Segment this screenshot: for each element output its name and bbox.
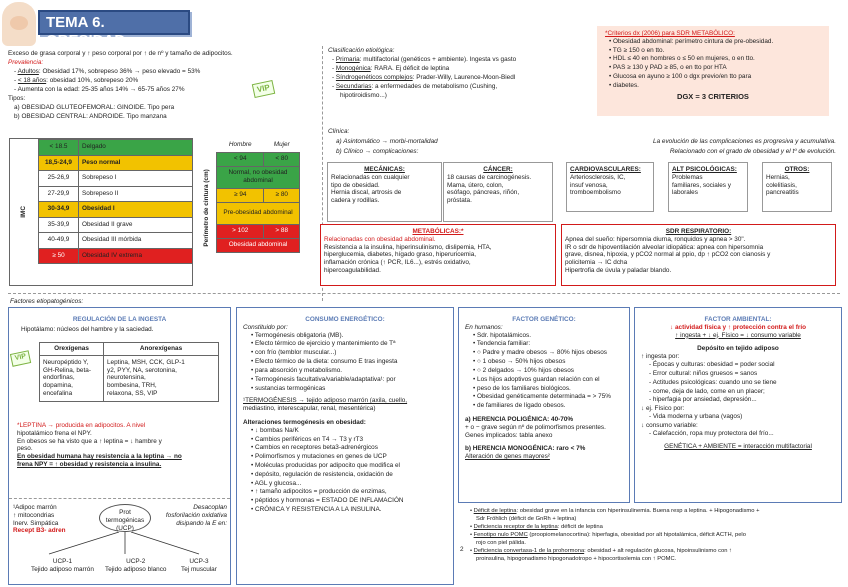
list-item: • sustancias termogénicas (251, 384, 326, 392)
imc-label: Delgado (79, 140, 193, 156)
metabolicas-sub: Relacionadas con obesidad abdominal. (324, 235, 436, 243)
ingesta-hipotalamo: Hipotálamo: núcleos del hambre y la saciedad. (21, 325, 154, 333)
list-item: • HDL ≤ 40 en hombres o ≤ 50 en mujeres, o en tto. (609, 55, 755, 63)
mecanicas-line: Hernia discal, artrosis de (331, 189, 402, 197)
cancer-line: 18 causas de carcinogénesis. (447, 173, 532, 181)
metabolicas-line: hipercoagulabilidad. (324, 267, 381, 275)
list-item: • Obesidad genéticamente determinada = > 75% (473, 393, 611, 401)
list-item: • ○ 1 obeso → 50% hijos obesos (473, 358, 566, 366)
ambiental-title: FACTOR AMBIENTAL: (704, 316, 772, 323)
list-item: • Tendencia familiar: (473, 340, 531, 348)
list-item: • CRÓNICA Y RESISTENCIA A LA INSULINA. (251, 506, 382, 514)
list-item: - Vida moderna y urbana (vagos) (649, 412, 743, 420)
deficits-list (470, 508, 845, 564)
imc-row (39, 186, 193, 202)
cardio-box (566, 162, 654, 212)
divider (9, 498, 230, 499)
tipo-ginoide: a) OBESIDAD GLUTEOFEMORAL: GINOIDE. Tipo pera (14, 104, 175, 111)
imc-range: 25-26,9 (39, 171, 79, 187)
etiologica-primaria: - Primaria: multifactorial (genéticos + ambiente). Ingesta vs gasto (332, 56, 517, 63)
sdr-list (609, 38, 821, 90)
genetico-panel (458, 307, 630, 503)
metabolicas-box (320, 224, 556, 286)
list-item: • de familiares de lígado obesos. (473, 402, 566, 410)
imc-axis-label: IMC (20, 206, 28, 218)
list-item: - Calefacción, ropa muy protectora del frío... (649, 429, 774, 437)
ingesta-por: ↑ ingesta por: (641, 353, 680, 361)
perimetro-cell: ≥ 80 (264, 188, 300, 202)
mecanicas-box (327, 162, 442, 222)
genetico-sub: En humanos: (465, 323, 503, 331)
psico-title: ALT PSICOLÓGICAS: (672, 166, 737, 173)
energetico-panel (236, 307, 454, 585)
energetico-sub: Constituido por: (243, 323, 288, 331)
imc-label: Obesidad II grave (79, 217, 193, 233)
metabolicas-line: hiperglucemia, diabetes, hígado graso, hiperuricemia, (324, 251, 477, 259)
list-item: • para absorción y metabolismo. (251, 366, 343, 374)
list-item: - come, deja de lado, come en un placer; (649, 387, 765, 395)
ambiental-line-2: ↑ ingesta + ↓ ej. Físico = ↓ consumo variable (675, 331, 801, 339)
ambiental-footer: GENÉTICA + AMBIENTE = interacción multifactorial (664, 443, 812, 451)
genetico-list (473, 332, 623, 410)
perimetro-cell: < 94 (217, 152, 264, 166)
mecanicas-line: tipo de obesidad. (331, 181, 380, 189)
list-item: • diabetes. (609, 81, 639, 89)
clinica-b: b) Clínico → complicaciones: (336, 148, 419, 155)
imc-row (39, 155, 193, 171)
poligenica-genes: Genes implicados: tabla anexo (465, 431, 553, 439)
respiratorio-line: grave, disnea, hipoxia, y pCO2 normal al ppio, dp ↑ pCO2 con cianosis y (565, 251, 771, 259)
orexigenas-list: Neuropéptido Y, GH-Relina, beta- endorfinas, dopamina, encefalina (40, 355, 104, 401)
orexigenas-header: Orexígenas (40, 343, 104, 356)
list-item: • Polimorfismos y mutaciones en genes de UCP (251, 453, 387, 461)
mecanicas-title: MECÁNICAS: (364, 166, 405, 173)
cancer-line: próstata. (447, 197, 472, 205)
list-item: - Actitudes psicológicas: cuando uno se tiene (649, 378, 777, 386)
list-item: • Efecto térmico de la dieta: consumo E tras ingesta (251, 358, 398, 366)
cardio-title: CARDIOVASCULARES: (570, 166, 641, 173)
cardio-line: tromboembolismo (570, 189, 621, 197)
energetico-list (251, 332, 447, 393)
etiologica-monogenica: - Monogénica: RARA. Ej déficit de leptina (332, 65, 450, 72)
list-item: • ○ Padre y madre obesos → 80% hijos obesos (473, 349, 607, 357)
ej-por: ↓ ej. Físico por: (641, 405, 685, 413)
ucp-center: Prot termogénicas (UCP) (99, 504, 151, 532)
imc-row (39, 248, 193, 264)
prevalence-minors: - < 18 años: obesidad 10%, sobrepeso 20% (14, 77, 139, 84)
list-item: • ↑ tamaño adipocitos = producción de enzimas, (251, 488, 387, 496)
prevalence-age: - Aumenta con la edad: 25-35 años 14% → 65-75 años 27% (14, 86, 185, 93)
otros-line: colelitiasis, (766, 181, 797, 189)
list-item: - hiperfagia por ansiedad, depresión... (649, 396, 757, 404)
list-item: • Glucosa en ayuno ≥ 100 o dgx previo/en tto para (609, 73, 752, 81)
otros-box (762, 162, 832, 212)
deficit-item: • Deficiencia convertasa-1 de la prohormona: obesidad + alt regulación glucosa, hipoinsulinismo con ↑ (470, 548, 732, 555)
perimetro-table-frame (200, 138, 300, 264)
ucp-3: UCP-3 Tej muscular (181, 558, 217, 573)
imc-range: ≥ 50 (39, 248, 79, 264)
consumo-list (649, 430, 835, 438)
ucp-left: ¹Adipoc marrón ↑ mitocondrias Inerv. Simpática Recept B3- adren (13, 504, 66, 535)
perimetro-cell: ≥ 94 (217, 188, 264, 202)
list-item: • Moléculas producidas por adipocito que modifica el (251, 462, 400, 469)
respiratorio-line: Apnea del sueño: hipersomnia diurna, ronquidos y apnea > 30". (565, 235, 746, 243)
prevalence-label: Prevalencia: (8, 59, 44, 66)
list-item: • depósito, regulación de resistencia, oxidación de (251, 470, 393, 478)
imc-label: Obesidad IV extrema (79, 248, 193, 264)
list-item: • péptidos y hormonas = ESTADO DE INFLAMACIÓN (251, 497, 404, 505)
deficit-item: Sdr Fröhlich (déficit de GnRh + leptina) (476, 516, 577, 523)
deficit-item: • Fenotipo nulo POMC (proopiomelanocortina): hiperfagia, obesidad por alt hipotalámica, déficit ACTH, pelo (470, 532, 746, 539)
imc-range: 40-49,9 (39, 233, 79, 249)
deposito-title: Depósito en tejido adiposo (697, 345, 779, 353)
otros-line: Hernias, (766, 173, 790, 181)
imc-label: Sobrepeso I (79, 171, 193, 187)
etiologica-title: Clasificación etiológica: (328, 47, 395, 54)
sdr-footer: DGX = 3 CRITERIOS (677, 91, 749, 101)
imc-range: 35-39,9 (39, 217, 79, 233)
list-item: • Efecto térmico de ejercicio y mantenimiento de Tª (251, 340, 396, 348)
clinica-note-1: La evolución de las complicaciones es progresiva y acumulativa. (653, 138, 836, 145)
anorexigenas-header: Anorexígenas (104, 343, 219, 356)
list-item: • AGL y glucosa... (251, 479, 302, 487)
etiologica-secundarias-2: hipotiroidismo...) (340, 92, 387, 99)
perimetro-h-mujer: Mujer (273, 140, 290, 148)
list-item: • peso de los familiares biológicos. (473, 384, 571, 392)
list-item: - Épocas y culturas: obesidad = poder social (649, 361, 775, 369)
metabolicas-line: Resistencia a la insulina, hiperinsulinismo, dislipemia, HTA, (324, 243, 492, 251)
poligenica-line: + o − grave según nº de polimorfismos presentes. (465, 423, 606, 431)
otros-line: pancreatitis (766, 189, 799, 197)
etiologica-secundarias: - Secundarias: a enfermedades de metabolismo (Cushing, (332, 83, 498, 90)
perimetro-cell: > 88 (264, 224, 300, 238)
deficit-item: proinsulina, hipogonadismo hipogonadotropo + hipocortisolemia con ↑ POMC. (476, 556, 677, 563)
imc-label: Peso normal (79, 155, 193, 171)
imc-row (39, 140, 193, 156)
energetico-title: CONSUMO ENERGÉTICO: (305, 316, 385, 323)
imc-table (38, 139, 193, 264)
cancer-title: CÁNCER: (483, 166, 513, 173)
perimetro-normal: Normal, no obesidad abdominal (217, 166, 300, 188)
alteraciones-list (251, 427, 447, 514)
ej-list (649, 413, 835, 421)
cardio-line: Arteriosclerosis, IC, (570, 173, 626, 181)
ingesta-title: REGULACIÓN DE LA INGESTA (72, 316, 167, 323)
sdr-criteria-box (597, 26, 829, 116)
list-item: • ↓ bombas Na/K (251, 426, 299, 434)
ingesta-list (649, 361, 835, 404)
cancer-box (443, 162, 553, 222)
etiologica-sindromes: - Síndrogenéticos complejos: Prader-Willy, Laurence-Moon-Biedl (332, 74, 516, 81)
poligenica-title: a) HERENCIA POLIGÉNICA: 40-70% (465, 415, 574, 423)
respiratorio-line: Hipertrofia de úvula y paladar blando. (565, 267, 672, 275)
ucp-arrows (9, 532, 231, 558)
footnote-number: 2 (460, 546, 464, 553)
list-item: • Termogénesis facultativa/variable/adaptativa¹: por (251, 375, 396, 383)
imc-label: Obesidad III mórbida (79, 233, 193, 249)
consumo-variable: ↓ consumo variable: (641, 421, 698, 429)
list-item: • Obesidad abdominal: perímetro cintura de pre-obesidad. (609, 37, 774, 45)
perimetro-cell: > 102 (217, 224, 264, 238)
respiratorio-box (561, 224, 836, 286)
ucp-note: Desacoplan fosforilación oxidativa disipando la E en: (165, 504, 227, 527)
metabolicas-title: METABÓLICAS:* (412, 228, 464, 235)
tipo-androide: b) OBESIDAD CENTRAL: ANDROIDE. Tipo manzana (14, 113, 167, 120)
psico-line: Problemas (672, 173, 703, 181)
perimetro-obesidad: Obesidad abdominal (217, 238, 300, 252)
imc-row (39, 202, 193, 218)
ucp-2: UCP-2 Tejido adiposo blanco (105, 558, 167, 573)
perimetro-h-hombre: Hombre (228, 140, 252, 148)
intro-definition: Exceso de grasa corporal y ↑ peso corporal por ↑ de nº y tamaño de adipocitos. (8, 50, 233, 57)
psico-line: laborales (672, 189, 698, 197)
imc-range: 27-29,9 (39, 186, 79, 202)
anorexigenas-list: Leptina, MSH, CCK, GLP-1 y2, PYY, NA, serotonina, neurotensina, bombesina, TRH, relaxona, SS, VIP (104, 355, 219, 401)
tipos-label: Tipos: (8, 95, 26, 102)
psico-box (668, 162, 748, 212)
ingesta-table (39, 342, 219, 402)
genetico-title: FACTOR GENÉTICO: (512, 316, 576, 323)
deficit-item: • Deficiencia receptor de la leptina: déficit de leptina (470, 524, 603, 531)
perimetro-table (216, 138, 300, 253)
list-item: • PAS ≥ 130 y PAD ≥ 85, o en tto por HTA (609, 64, 727, 72)
psico-line: familiares, sociales y (672, 181, 731, 189)
respiratorio-title: SDR RESPIRATORIO: (665, 228, 732, 235)
respiratorio-line: policitemia → IC dcha (565, 259, 628, 267)
otros-title: OTROS: (784, 166, 810, 173)
list-item: • Termogénesis obligatoria (MB). (251, 331, 344, 339)
leptina-notes: *LEPTINA → producida en adipocitos. A nivel hipotalámico frena el NPY. En obesos se ha visto que a ↑ leptina = ↓ hambre y peso. En obesidad humana hay resistencia a la leptina → no frena NPY = ↑ obesidad y resistencia a insulina. (17, 422, 182, 469)
prevalence-adults: - Adultos: Obesidad 17%, sobrepeso 36% → peso elevado = 53% (14, 68, 201, 75)
sdr-title: *Criterios dx (2006) para SDR METABÓLICO: (605, 30, 735, 37)
respiratorio-line: IR o sdr de hipoventilación alveolar idiopática: apnea con hipersomnia (565, 243, 764, 251)
ingesta-panel (8, 307, 231, 585)
ambiental-panel (634, 307, 842, 503)
imc-row (39, 233, 193, 249)
imc-range: 18,5-24,9 (39, 155, 79, 171)
vip-stamp: VIP (10, 350, 31, 366)
clinica-note-2: Relacionado con el grado de obesidad y el tº de evolución. (669, 148, 836, 155)
list-item: • Cambios periféricos en T4 → T3 y rT3 (251, 435, 364, 443)
page-title: TEMA 6. OBESIDAD (38, 10, 190, 35)
cardio-line: insuf venosa, (570, 181, 608, 189)
termogenesis-note: ¹TERMOGÉNESIS → tejido adiposo marrón (axila, cuello, mediastino, interescapular, renal, mesentérica) (243, 397, 408, 413)
imc-table-frame (9, 138, 193, 286)
list-item: • TG ≥ 150 o en tto. (609, 46, 665, 54)
monogenica-title: b) HERENCIA MONOGÉNICA: raro < 7% (465, 445, 586, 453)
list-item: • con frío (temblor muscular...) (251, 349, 337, 357)
imc-label: Obesidad I (79, 202, 193, 218)
vip-stamp: VIP (252, 80, 275, 98)
perimetro-cell: < 80 (264, 152, 300, 166)
deficit-item: • Déficit de leptina: obesidad grave en la infancia con hiperinsulinemia. Buena resp a leptina. + Hipogonadismo + (470, 508, 760, 514)
divider (8, 293, 840, 294)
baby-illustration (2, 2, 36, 46)
list-item: • Sdr. hipotalámicos. (473, 331, 532, 339)
imc-row (39, 171, 193, 187)
perimetro-axis-label: Perímetro de cintura (cm) (203, 169, 211, 247)
perimetro-preobesidad: Pre-obesidad abdominal (217, 202, 300, 224)
imc-range: < 18.5 (39, 140, 79, 156)
list-item: • Los hijos adoptivos guardan relación con el (473, 375, 600, 383)
clinica-title: Clínica: (328, 128, 350, 135)
metabolicas-line: inflamación crónica (↑ PCR, IL6...), estrés oxidativo, (324, 259, 471, 267)
cancer-line: esófago, páncreas, riñón, (447, 189, 520, 197)
imc-label: Sobrepeso II (79, 186, 193, 202)
ucp-1: UCP-1 Tejido adiposo marrón (31, 558, 94, 573)
list-item: - Error cultural: niños gruesos = sanos (649, 369, 758, 377)
clinica-a: a) Asintomático → morbi-mortalidad (336, 138, 438, 145)
monogenica-line: Alteración de genes mayores² (465, 453, 550, 461)
cancer-line: Mama, útero, colon, (447, 181, 504, 189)
list-item: • Cambios en receptores beta3-adrenérgicos (251, 444, 378, 452)
imc-range: 30-34,9 (39, 202, 79, 218)
deficit-item: rojo con piel pálida. (476, 540, 526, 547)
mecanicas-line: cadera y rodillas. (331, 197, 380, 205)
factores-title: Factores etiopatogénicos: (10, 298, 84, 305)
alteraciones-title: Alteraciones termogénesis en obesidad: (243, 418, 366, 426)
imc-row (39, 217, 193, 233)
ambiental-line-1: ↓ actividad física y ↑ protección contra el frío (669, 323, 807, 331)
mecanicas-line: Relacionadas con cualquier (331, 173, 410, 181)
list-item: • ○ 2 delgados → 10% hijos obesos (473, 366, 574, 374)
